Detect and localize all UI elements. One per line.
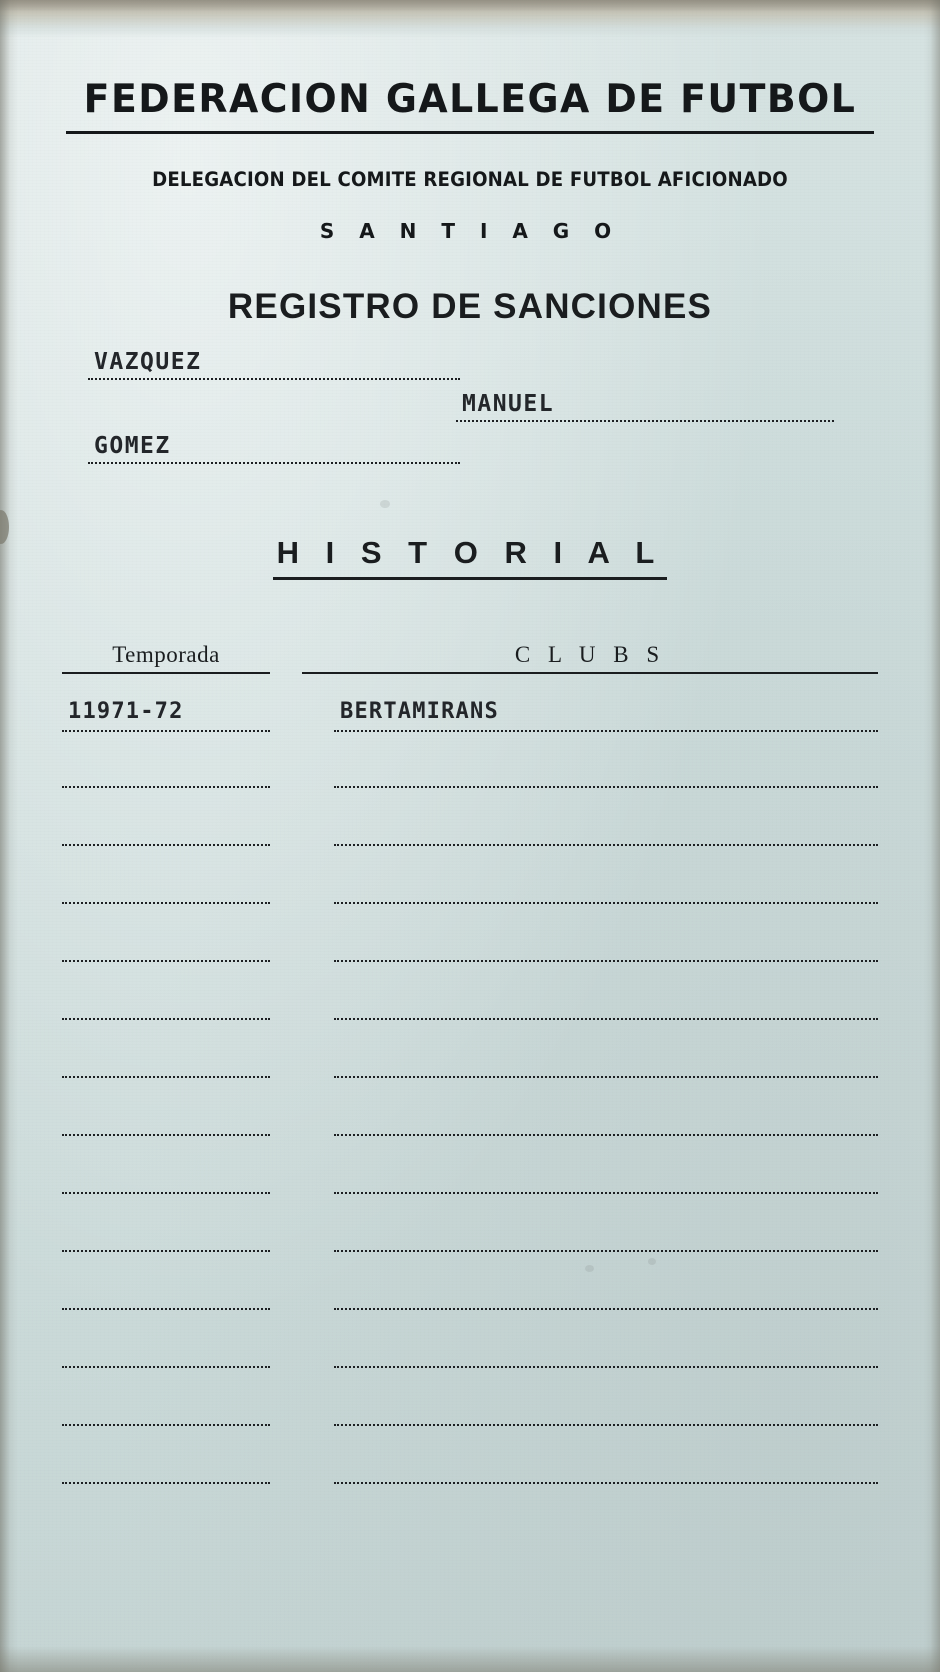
cell-season-rule — [62, 786, 270, 788]
history-table — [62, 642, 878, 1486]
cell-season-rule — [62, 1250, 270, 1252]
cell-season-rule — [62, 960, 270, 962]
cell-club-rule — [334, 1482, 878, 1484]
table-row[interactable] — [62, 964, 878, 1022]
cell-club-rule — [334, 1134, 878, 1136]
cell-club-rule — [334, 1308, 878, 1310]
cell-club-rule — [334, 786, 878, 788]
table-row[interactable] — [62, 1080, 878, 1138]
field-given-name[interactable] — [456, 391, 834, 422]
cell-season-value: 11971-72 — [68, 698, 184, 724]
given-name-underline — [456, 420, 834, 422]
table-row[interactable] — [62, 906, 878, 964]
cell-season[interactable] — [62, 732, 270, 790]
table-row[interactable] — [62, 1196, 878, 1254]
surname1-underline — [88, 378, 460, 380]
surname2-value: GOMEZ — [94, 432, 171, 459]
cell-club[interactable] — [334, 1428, 878, 1486]
cell-season[interactable] — [62, 1370, 270, 1428]
cell-club[interactable] — [334, 732, 878, 790]
cell-season[interactable] — [62, 1428, 270, 1486]
cell-season-rule — [62, 902, 270, 904]
table-row[interactable] — [62, 1428, 878, 1486]
cell-club[interactable] — [334, 1022, 878, 1080]
cell-season[interactable] — [62, 1022, 270, 1080]
cell-season-rule — [62, 844, 270, 846]
header-season-label: Temporada — [112, 641, 220, 667]
cell-season[interactable] — [62, 790, 270, 848]
table-row[interactable] — [62, 848, 878, 906]
cell-season-rule — [62, 1482, 270, 1484]
cell-club[interactable] — [334, 1254, 878, 1312]
cell-club[interactable] — [334, 1080, 878, 1138]
field-surname1[interactable] — [88, 349, 460, 380]
table-row[interactable] — [62, 1370, 878, 1428]
cell-season-rule — [62, 1134, 270, 1136]
cell-club[interactable] — [334, 674, 878, 732]
cell-season[interactable] — [62, 1312, 270, 1370]
cell-season[interactable] — [62, 906, 270, 964]
header-cell-season — [62, 642, 270, 674]
delegation-line: DELEGACION DEL COMITE REGIONAL DE FUTBOL AFICIONADO — [152, 167, 788, 191]
table-row[interactable] — [62, 1312, 878, 1370]
given-name-value: MANUEL — [462, 390, 555, 417]
surname2-underline — [88, 462, 460, 464]
cell-club-rule — [334, 844, 878, 846]
header-clubs-label: C L U B S — [514, 641, 666, 667]
table-row[interactable] — [62, 790, 878, 848]
cell-season-rule — [62, 1424, 270, 1426]
table-row[interactable] — [62, 674, 878, 732]
cell-season-rule — [62, 1076, 270, 1078]
city-line: S A N T I A G O — [319, 218, 621, 243]
cell-club-value: BERTAMIRANS — [340, 698, 499, 724]
table-row[interactable] — [62, 1022, 878, 1080]
cell-club-rule — [334, 960, 878, 962]
cell-club[interactable] — [334, 1196, 878, 1254]
table-row[interactable] — [62, 1138, 878, 1196]
cell-club[interactable] — [334, 906, 878, 964]
history-title: H I S T O R I A L — [273, 535, 668, 580]
cell-season[interactable] — [62, 848, 270, 906]
cell-season-rule — [62, 1018, 270, 1020]
cell-season[interactable] — [62, 1196, 270, 1254]
cell-season-rule — [62, 1308, 270, 1310]
cell-club[interactable] — [334, 790, 878, 848]
cell-club-rule — [334, 1250, 878, 1252]
cell-club[interactable] — [334, 1312, 878, 1370]
cell-season[interactable] — [62, 1080, 270, 1138]
table-row[interactable] — [62, 732, 878, 790]
cell-club[interactable] — [334, 1370, 878, 1428]
cell-season-rule — [62, 1192, 270, 1194]
cell-club-rule — [334, 1192, 878, 1194]
cell-season[interactable] — [62, 1254, 270, 1312]
cell-club[interactable] — [334, 848, 878, 906]
surname1-value: VAZQUEZ — [94, 348, 202, 375]
federation-title: FEDERACION GALLEGA DE FUTBOL — [83, 77, 857, 122]
table-row[interactable] — [62, 1254, 878, 1312]
cell-season[interactable] — [62, 674, 270, 732]
history-table-body — [62, 674, 878, 1486]
record-title: REGISTRO DE SANCIONES — [227, 286, 713, 326]
cell-club-rule — [334, 1366, 878, 1368]
history-title-wrap — [62, 535, 878, 580]
cell-club-rule — [334, 1018, 878, 1020]
name-block — [62, 349, 878, 499]
cell-season[interactable] — [62, 964, 270, 1022]
cell-season[interactable] — [62, 1138, 270, 1196]
history-table-header — [62, 642, 878, 674]
cell-club-rule — [334, 902, 878, 904]
cell-club-rule — [334, 1424, 878, 1426]
cell-club[interactable] — [334, 964, 878, 1022]
cell-season-rule — [62, 1366, 270, 1368]
header-cell-clubs — [302, 642, 878, 674]
cell-club-rule — [334, 1076, 878, 1078]
federation-title-rule — [66, 131, 874, 134]
field-surname2[interactable] — [88, 433, 460, 464]
cell-club[interactable] — [334, 1138, 878, 1196]
